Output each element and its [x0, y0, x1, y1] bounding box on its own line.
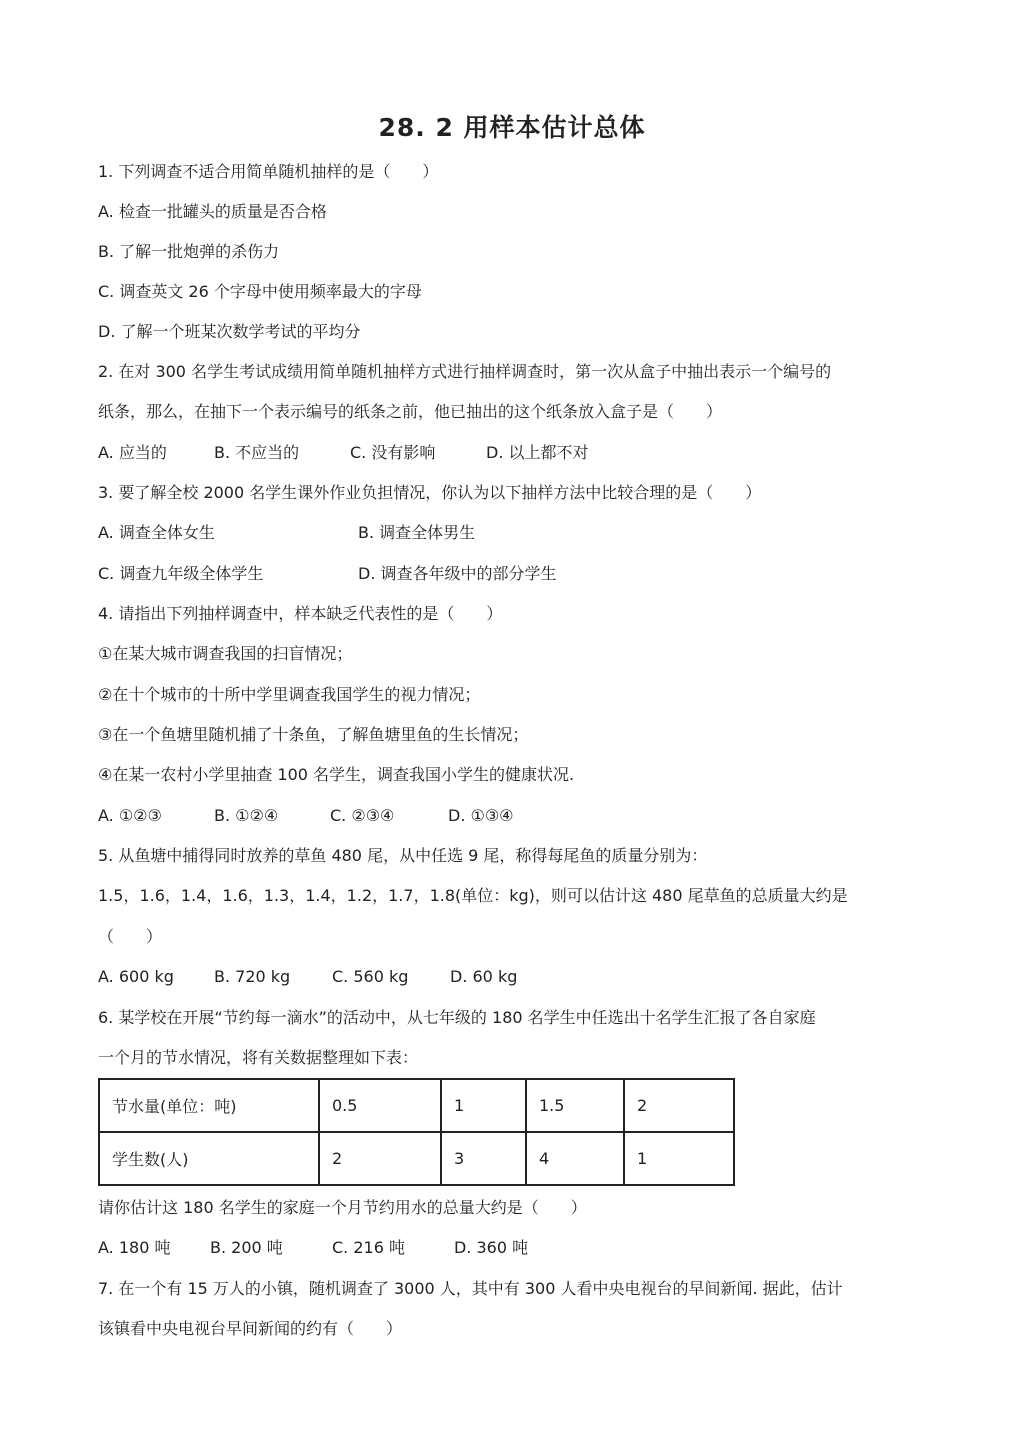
q1-stem: 1. 下列调查不适合用简单随机抽样的是（ ） — [98, 162, 439, 181]
table-cell: 2 — [319, 1132, 441, 1185]
table-cell: 2 — [624, 1079, 734, 1132]
q5-option-a: A. 600 kg — [98, 967, 174, 986]
q4-option-c: C. ②③④ — [330, 806, 395, 825]
q2-option-a: A. 应当的 — [98, 443, 167, 462]
q6-options — [98, 1238, 528, 1258]
q1-option-c: C. 调查英文 26 个字母中使用频率最大的字母 — [98, 282, 422, 301]
q4-option-d: D. ①③④ — [448, 806, 514, 825]
q5-option-d: D. 60 kg — [450, 967, 518, 986]
q5-option-b: B. 720 kg — [214, 967, 291, 986]
q2-stem-line1: 2. 在对 300 名学生考试成绩用简单随机抽样方式进行抽样调查时，第一次从盒子中抽出表示一个编号的 — [98, 362, 832, 381]
table-cell: 0.5 — [319, 1079, 441, 1132]
q2-options — [98, 443, 589, 463]
q4-options — [98, 806, 514, 826]
table-cell: 1 — [624, 1132, 734, 1185]
q6-question: 请你估计这 180 名学生的家庭一个月节约用水的总量大约是（ ） — [98, 1198, 587, 1217]
q4-item-4: ④在某一农村小学里抽查 100 名学生，调查我国小学生的健康状况. — [98, 765, 575, 784]
q4-item-3: ③在一个鱼塘里随机捕了十条鱼，了解鱼塘里鱼的生长情况； — [98, 725, 529, 744]
q3-options-row1 — [98, 523, 475, 543]
table-header-cell: 学生数(人) — [99, 1132, 319, 1185]
q5-stem-line3: （ ） — [98, 927, 163, 946]
table-row — [99, 1079, 734, 1132]
q6-option-c: C. 216 吨 — [332, 1238, 405, 1257]
q3-option-a: A. 调查全体女生 — [98, 523, 215, 542]
table-cell: 1.5 — [526, 1079, 624, 1132]
q5-options — [98, 967, 517, 987]
q6-option-b: B. 200 吨 — [210, 1238, 283, 1257]
q4-item-1: ①在某大城市调查我国的扫盲情况； — [98, 644, 353, 663]
q2-option-b: B. 不应当的 — [214, 443, 300, 462]
q4-item-2: ②在十个城市的十所中学里调查我国学生的视力情况； — [98, 685, 481, 704]
q5-stem-line2: 1.5，1.6，1.4，1.6，1.3，1.4，1.2，1.7，1.8(单位：kg)，则可以估计这 480 尾草鱼的总质量大约是 — [98, 886, 848, 905]
q1-option-b: B. 了解一批炮弹的杀伤力 — [98, 242, 280, 261]
table-cell: 3 — [441, 1132, 526, 1185]
q1-option-a: A. 检查一批罐头的质量是否合格 — [98, 202, 327, 221]
q4-stem: 4. 请指出下列抽样调查中，样本缺乏代表性的是（ ） — [98, 604, 503, 623]
q1-option-d: D. 了解一个班某次数学考试的平均分 — [98, 322, 361, 341]
q2-option-d: D. 以上都不对 — [486, 443, 589, 462]
q5-option-c: C. 560 kg — [332, 967, 409, 986]
q6-option-d: D. 360 吨 — [454, 1238, 529, 1257]
q3-options-row2 — [98, 564, 557, 584]
q7-stem-line1: 7. 在一个有 15 万人的小镇，随机调查了 3000 人，其中有 300 人看中央电视台的早间新闻. 据此，估计 — [98, 1279, 843, 1298]
table-row — [99, 1132, 734, 1185]
q4-option-b: B. ①②④ — [214, 806, 279, 825]
q3-option-d: D. 调查各年级中的部分学生 — [358, 564, 557, 583]
q3-option-c: C. 调查九年级全体学生 — [98, 564, 264, 583]
q6-option-a: A. 180 吨 — [98, 1238, 171, 1257]
q3-option-b: B. 调查全体男生 — [358, 523, 476, 542]
water-saving-table — [98, 1078, 735, 1186]
q7-stem-line2: 该镇看中央电视台早间新闻的约有（ ） — [98, 1319, 403, 1338]
table-cell: 4 — [526, 1132, 624, 1185]
q2-stem-line2: 纸条，那么，在抽下一个表示编号的纸条之前，他已抽出的这个纸条放入盒子是（ ） — [98, 402, 723, 421]
table-header-cell: 节水量(单位：吨) — [99, 1079, 319, 1132]
page-title: 28. 2 用样本估计总体 — [378, 113, 646, 142]
q6-stem-line2: 一个月的节水情况，将有关数据整理如下表： — [98, 1048, 419, 1067]
q5-stem-line1: 5. 从鱼塘中捕得同时放养的草鱼 480 尾，从中任选 9 尾，称得每尾鱼的质量分别为： — [98, 846, 708, 865]
table-cell: 1 — [441, 1079, 526, 1132]
q4-option-a: A. ①②③ — [98, 806, 162, 825]
q3-stem: 3. 要了解全校 2000 名学生课外作业负担情况，你认为以下抽样方法中比较合理的是（ ） — [98, 483, 762, 502]
q6-stem-line1: 6. 某学校在开展“节约每一滴水”的活动中，从七年级的 180 名学生中任选出十名学生汇报了各自家庭 — [98, 1008, 816, 1027]
q2-option-c: C. 没有影响 — [350, 443, 436, 462]
